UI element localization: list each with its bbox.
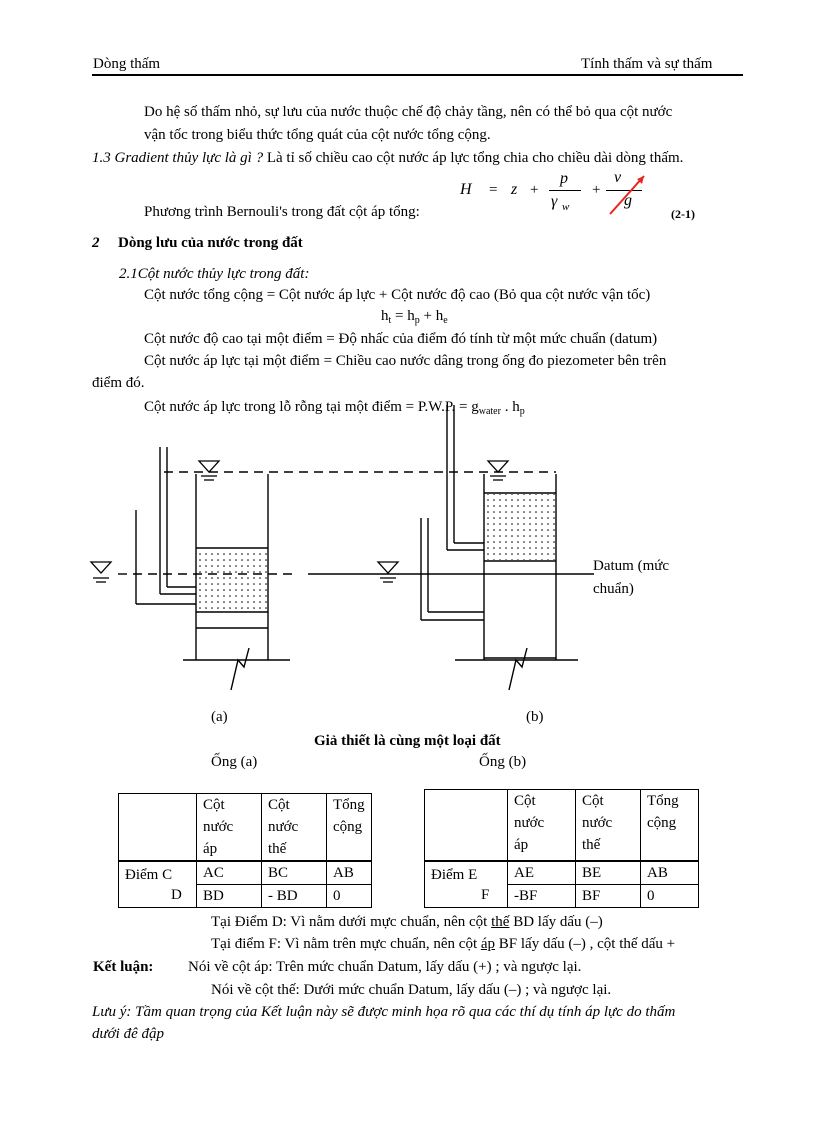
- figure-label-b: (b): [526, 709, 544, 725]
- line-elevation-head: Cột nước độ cao tại một điểm = Độ nhấc của điểm đó tính từ một mức chuẩn (datum): [144, 331, 658, 347]
- header-left: Dòng thấm: [93, 56, 161, 72]
- bernoulli-text: Phương trình Bernouli's trong đất cột áp tổng:: [144, 204, 420, 220]
- table-a-cell: AB: [327, 861, 372, 885]
- eq-z: z: [511, 181, 518, 198]
- tube-b-label: Ống (b): [479, 754, 527, 770]
- formula-plus: + h: [419, 308, 444, 324]
- pwp-text: Cột nước áp lực trong lỗ rỗng tại một điểm = P.W.P. = g: [144, 399, 479, 415]
- table-a-cell: 0: [327, 885, 372, 908]
- table-b-cell: AE: [508, 861, 576, 885]
- formula-p: p: [414, 315, 420, 326]
- note-point-f: Tại điểm F: Vì nằm trên mực chuẩn, nên cột áp BF lấy dấu (–) , cột thế dấu +: [211, 936, 676, 952]
- eq-number: (2-1): [671, 207, 695, 221]
- formula-h: h: [381, 308, 389, 324]
- table-row: [425, 790, 699, 862]
- soil-sample-b: [485, 494, 555, 560]
- intro-line-2: vận tốc trong biểu thức tổng quát của cột nước tổng cộng.: [144, 127, 491, 143]
- eq-equals: =: [489, 182, 498, 198]
- pwp-p: p: [519, 406, 525, 417]
- table-a-row-label: Điểm C D: [119, 861, 197, 908]
- eq-H: H: [460, 181, 472, 198]
- table-row: [119, 794, 372, 862]
- eq-plus-2: +: [592, 182, 601, 198]
- formula-eq: = h: [391, 308, 415, 324]
- line-total-head: Cột nước tổng cộng = Cột nước áp lực + Cột nước độ cao (Bỏ qua cột nước vận tốc): [144, 287, 651, 303]
- eq-g: g: [624, 192, 632, 209]
- gradient-number: 1.3 Gradient: [92, 150, 169, 166]
- datum-label-1: Datum (mức: [593, 558, 670, 574]
- line-pressure-head: Cột nước áp lực tại một điểm = Chiều cao nước dâng trong ống đo piezometer bên trên: [144, 353, 667, 369]
- conclusion-line-2: Nói về cột thế: Dưới mức chuẩn Datum, lấy dấu (–) ; và ngược lại.: [211, 982, 612, 998]
- pwp-water: water: [478, 406, 501, 417]
- table-b-header-total: Tổng cộng: [641, 790, 699, 862]
- table-b-cell: -BF: [508, 885, 576, 908]
- formula-t: t: [388, 315, 392, 326]
- table-a-cell: BC: [262, 861, 327, 885]
- table-b-cell: AB: [641, 861, 699, 885]
- tube-a-label: Ống (a): [211, 754, 258, 770]
- table-b-cell: 0: [641, 885, 699, 908]
- intro-line-1: Do hệ số thấm nhỏ, sự lưu của nước thuộc chế độ chảy tầng, nên có thể bỏ qua cột nước: [144, 104, 673, 120]
- subsection-title: 2.1Cột nước thủy lực trong đất:: [119, 266, 310, 282]
- table-a-cell: - BD: [262, 885, 327, 908]
- water-level-symbol-a-left: [91, 562, 111, 582]
- table-b-cell: BF: [576, 885, 641, 908]
- table-a-header-elevation: Cột nước thế: [262, 794, 327, 862]
- datum-label-2: chuẩn): [593, 581, 634, 597]
- eq-p: p: [560, 170, 568, 187]
- water-level-symbol-a-top: [199, 461, 219, 480]
- conclusion-label: Kết luận:: [93, 959, 154, 975]
- water-level-symbol-b-top: [488, 461, 508, 480]
- table-b-header-elevation: Cột nước thế: [576, 790, 641, 862]
- piezometer-tube-b: [421, 405, 484, 620]
- line-pressure-head-cont: điểm đó.: [92, 375, 145, 391]
- remark-line-2: dưới đê đập: [92, 1026, 165, 1042]
- eq-v: v: [614, 169, 622, 186]
- eq-w: w: [562, 201, 570, 213]
- figure-caption: Giả thiết là cùng một loại đất: [314, 733, 501, 749]
- break-mark-b: [509, 648, 527, 690]
- conclusion-line-1: Nói về cột áp: Trên mức chuẩn Datum, lấy dấu (+) ; và ngược lại.: [188, 959, 582, 975]
- table-b-cell: BE: [576, 861, 641, 885]
- table-a-header-total: Tổng cộng: [327, 794, 372, 862]
- soil-sample-a: [197, 549, 267, 611]
- table-a-cell: AC: [197, 861, 262, 885]
- eq-plus-1: +: [530, 182, 539, 198]
- note-point-d: Tại Điểm D: Vì nằm dưới mực chuẩn, nên cột thế BD lấy dấu (–): [211, 914, 603, 930]
- pwp-end: . h: [500, 399, 520, 415]
- table-b-corner: [425, 790, 508, 862]
- formula-e: e: [443, 315, 448, 326]
- table-a-header-pressure: Cột nước áp: [197, 794, 262, 862]
- table-b: [424, 789, 699, 908]
- table-b-row-label: Điểm E F: [425, 861, 508, 908]
- table-b-header-pressure: Cột nước áp: [508, 790, 576, 862]
- table-a-cell: BD: [197, 885, 262, 908]
- figure-label-a: (a): [211, 709, 228, 725]
- piezometer-tube-a: [136, 447, 196, 604]
- eq-gamma: γ: [551, 193, 558, 210]
- water-level-symbol-b-left: [378, 562, 398, 582]
- remark-line-1: Lưu ý: Tầm quan trọng của Kết luận này sẽ được minh họa rõ qua các thí dụ tính áp lực do thấm: [92, 1004, 676, 1020]
- table-a-corner: [119, 794, 197, 862]
- break-mark-a: [231, 648, 249, 690]
- header-right: Tính thấm và sự thấm: [581, 56, 713, 72]
- table-row: [425, 861, 699, 885]
- table-row: [119, 861, 372, 885]
- gradient-answer: Là tỉ số chiều cao cột nước áp lực tổng chia cho chiều dài dòng thấm.: [266, 150, 684, 166]
- section-number: 2: [92, 235, 100, 251]
- section-title: Dòng lưu của nước trong đất: [118, 235, 303, 251]
- gradient-question: thủy lực là gì ?: [172, 150, 264, 166]
- table-a: [118, 793, 372, 908]
